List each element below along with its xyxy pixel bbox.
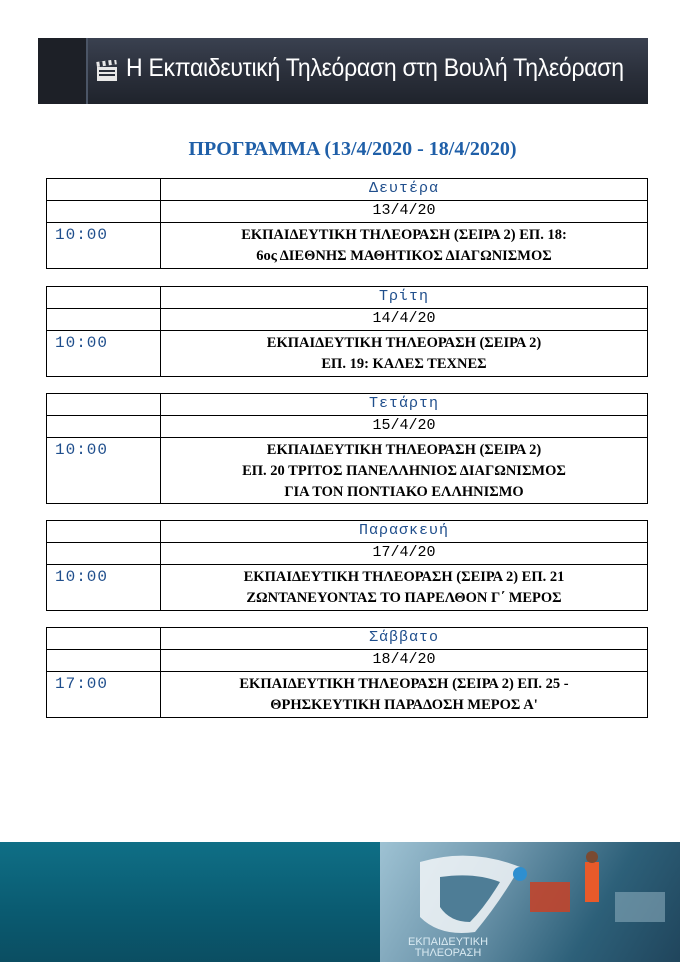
date-value: 17/4/20: [161, 543, 648, 565]
date-row: [47, 650, 648, 672]
program-title: [161, 223, 648, 269]
program-line: ΘΡΗΣΚΕΥΤΙΚΗ ΠΑΡΑΔΟΣΗ ΜΕΡΟΣ Α': [270, 697, 538, 713]
day-table: [46, 627, 648, 718]
empty-cell: [47, 287, 161, 309]
empty-cell: [47, 543, 161, 565]
date-value: 15/4/20: [161, 416, 648, 438]
program-line: ΕΚΠΑΙΔΕΥΤΙΚΗ ΤΗΛΕΟΡΑΣΗ (ΣΕΙΡΑ 2): [266, 442, 542, 458]
day-table: [46, 520, 648, 611]
day-header-row: [47, 287, 648, 309]
day-name: Τρίτη: [161, 287, 648, 309]
clapperboard-icon: [96, 60, 118, 82]
date-row: [47, 309, 648, 331]
header-banner: [38, 38, 648, 104]
program-line: ΕΠ. 20 ΤΡΙΤΟΣ ΠΑΝΕΛΛΗΝΙΟΣ ΔΙΑΓΩΝΙΣΜΟΣ: [242, 463, 566, 479]
day-name: Τετάρτη: [161, 394, 648, 416]
program-line: ΕΚΠΑΙΔΕΥΤΙΚΗ ΤΗΛΕΟΡΑΣΗ (ΣΕΙΡΑ 2) ΕΠ. 18:: [241, 227, 567, 243]
program-title: [161, 331, 648, 377]
empty-cell: [47, 394, 161, 416]
day-header-row: [47, 394, 648, 416]
program-line: ΕΠ. 19: ΚΑΛΕΣ ΤΕΧΝΕΣ: [321, 356, 487, 372]
footer-photo: [380, 842, 680, 962]
date-row: [47, 201, 648, 223]
footer-caption: [408, 937, 488, 959]
date-row: [47, 543, 648, 565]
date-row: [47, 416, 648, 438]
date-value: 18/4/20: [161, 650, 648, 672]
date-value: 13/4/20: [161, 201, 648, 223]
time-value: 10:00: [47, 223, 161, 269]
program-row: [47, 565, 648, 611]
program-row: [47, 331, 648, 377]
banner-left-strip: [38, 38, 88, 104]
day-name: Παρασκευή: [161, 521, 648, 543]
empty-cell: [47, 201, 161, 223]
time-value: 17:00: [47, 672, 161, 718]
program-title: [161, 438, 648, 504]
program-row: [47, 438, 648, 504]
program-line: ΕΚΠΑΙΔΕΥΤΙΚΗ ΤΗΛΕΟΡΑΣΗ (ΣΕΙΡΑ 2) ΕΠ. 25 -: [239, 676, 569, 692]
empty-cell: [47, 309, 161, 331]
time-value: 10:00: [47, 331, 161, 377]
time-value: 10:00: [47, 438, 161, 504]
page-title: ΠΡΟΓΡΑΜΜΑ (13/4/2020 - 18/4/2020): [188, 138, 517, 160]
day-table: [46, 178, 648, 269]
banner-title: Η Εκπαιδευτική Τηλεόραση στη Βουλή Τηλεόραση: [126, 54, 624, 82]
empty-cell: [47, 628, 161, 650]
empty-cell: [47, 179, 161, 201]
day-header-row: [47, 628, 648, 650]
day-name: Δευτέρα: [161, 179, 648, 201]
date-value: 14/4/20: [161, 309, 648, 331]
program-line: ΓΙΑ ΤΟΝ ΠΟΝΤΙΑΚΟ ΕΛΛΗΝΙΣΜΟ: [284, 484, 524, 500]
program-line: 6ος ΔΙΕΘΝΗΣ ΜΑΘΗΤΙΚΟΣ ΔΙΑΓΩΝΙΣΜΟΣ: [256, 248, 552, 264]
program-title: [161, 565, 648, 611]
program-title: [161, 672, 648, 718]
day-header-row: [47, 179, 648, 201]
time-value: 10:00: [47, 565, 161, 611]
program-line: ΕΚΠΑΙΔΕΥΤΙΚΗ ΤΗΛΕΟΡΑΣΗ (ΣΕΙΡΑ 2): [266, 335, 542, 351]
empty-cell: [47, 650, 161, 672]
day-header-row: [47, 521, 648, 543]
empty-cell: [47, 521, 161, 543]
day-table: [46, 393, 648, 504]
day-name: Σάββατο: [161, 628, 648, 650]
program-row: [47, 672, 648, 718]
program-line: ΖΩΝΤΑΝΕΥΟΝΤΑΣ ΤΟ ΠΑΡΕΛΘΟΝ Γ΄ ΜΕΡΟΣ: [246, 590, 562, 606]
footer-banner: [0, 842, 680, 962]
empty-cell: [47, 416, 161, 438]
footer-caption-line2: ΤΗΛΕΟΡΑΣΗ: [414, 947, 482, 959]
day-table: [46, 286, 648, 377]
program-line: ΕΚΠΑΙΔΕΥΤΙΚΗ ΤΗΛΕΟΡΑΣΗ (ΣΕΙΡΑ 2) ΕΠ. 21: [243, 569, 565, 585]
program-row: [47, 223, 648, 269]
footer-caption-line1: ΕΚΠΑΙΔΕΥΤΙΚΗ: [408, 936, 489, 948]
